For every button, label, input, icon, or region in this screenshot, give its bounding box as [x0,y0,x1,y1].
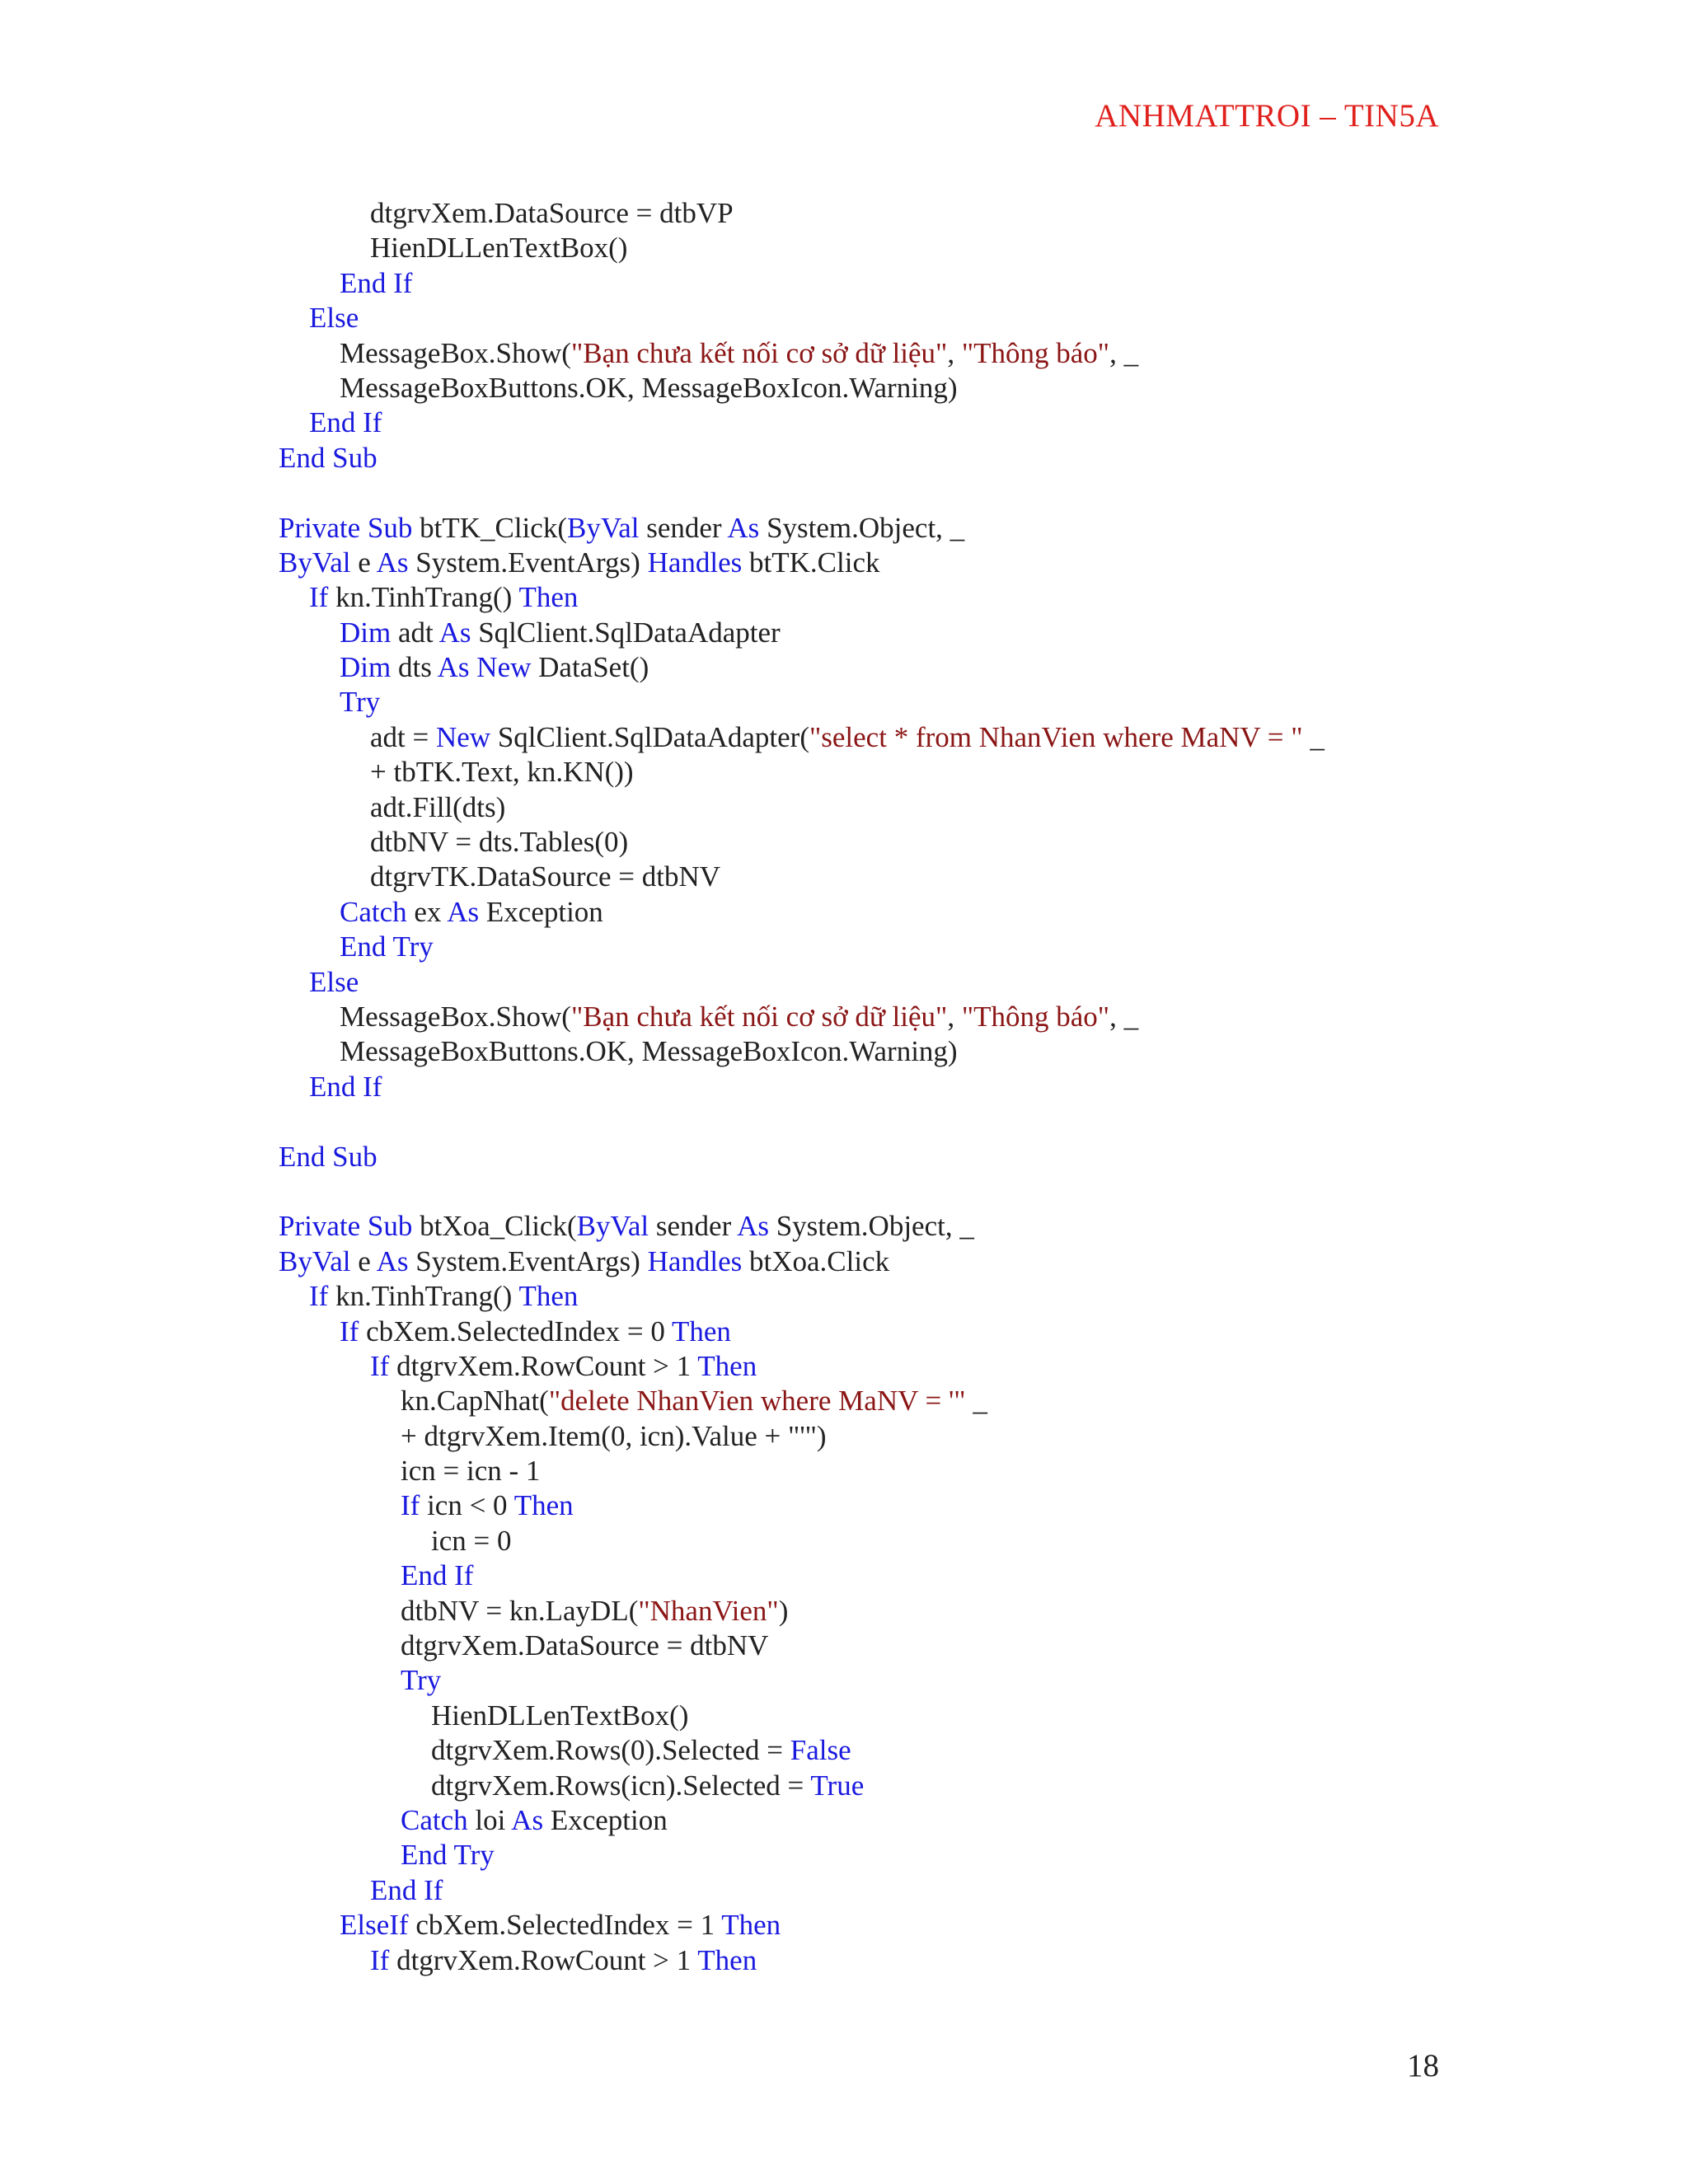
code-text: dtgrvXem.Rows(0).Selected = [431,1734,790,1767]
code-text: ex [406,895,448,928]
code-line [0,231,1688,265]
code-line [0,1244,1688,1279]
code-keyword: Private Sub [279,1210,413,1243]
code-keyword: End Try [401,1839,495,1872]
code-text: System.Object, _ [768,1210,974,1243]
code-line [0,755,1688,790]
code-text: HienDLLenTextBox() [431,1699,689,1732]
code-text: _ [1302,720,1325,753]
code-line [0,1315,1688,1349]
code-line [0,1209,1688,1244]
code-text: icn < 0 [420,1489,514,1522]
code-text: cbXem.SelectedIndex = 0 [359,1315,672,1347]
code-keyword: Try [401,1664,442,1697]
code-line [0,685,1688,719]
code-line [0,1873,1688,1908]
code-text: System.EventArgs) [408,546,648,579]
code-text: btXoa_Click( [412,1210,577,1243]
code-line [0,860,1688,894]
code-text: + dtgrvXem.Item(0, icn).Value + "'") [401,1419,827,1452]
code-text: Exception [479,895,603,928]
code-line [0,650,1688,685]
code-keyword: ByVal [279,1244,351,1277]
code-keyword: False [790,1734,851,1767]
code-text: btTK.Click [742,546,880,579]
code-keyword: Handles [647,546,743,579]
code-keyword: End Sub [279,441,377,474]
code-keyword: Handles [647,1244,743,1277]
code-line [0,1279,1688,1314]
code-text: kn.TinhTrang() [328,1280,519,1313]
code-text: dtgrvXem.DataSource = dtbNV [401,1629,769,1662]
code-line [0,965,1688,1000]
code-line [0,1733,1688,1768]
code-line [0,720,1688,755]
code-line [0,336,1688,371]
code-text: loi [467,1803,512,1836]
code-text: dtgrvTK.DataSource = dtbNV [370,860,721,893]
code-text: adt.Fill(dts) [370,790,506,823]
code-text: SqlClient.SqlDataAdapter [471,616,781,649]
code-line [0,196,1688,231]
code-keyword: Then [671,1315,731,1347]
code-text: MessageBox.Show( [340,1000,571,1033]
code-text: , [947,1000,962,1033]
code-string: "Bạn chưa kết nối cơ sở dữ liệu" [570,336,948,369]
code-line [0,1524,1688,1558]
code-keyword: Private Sub [279,511,413,544]
code-text: dtgrvXem.RowCount > 1 [389,1349,698,1382]
code-line [0,1943,1688,1978]
code-text: System.Object, _ [759,511,965,544]
code-line [0,1140,1688,1174]
code-string: "delete NhanVien where MaNV = '" [548,1385,966,1418]
code-keyword: Then [697,1943,757,1976]
code-text: dts [391,651,438,684]
code-line [0,266,1688,301]
code-text: HienDLLenTextBox() [370,232,628,265]
code-line [0,1000,1688,1034]
code-keyword: If [370,1943,390,1976]
code-text: sender [639,511,728,544]
code-keyword: ElseIf [340,1909,409,1942]
code-text: dtgrvXem.DataSource = dtbVP [370,197,734,229]
code-text: kn.TinhTrang() [328,581,519,614]
code-text: dtbNV = kn.LayDL( [401,1594,639,1627]
code-text: btXoa.Click [742,1244,890,1277]
code-text: MessageBoxButtons.OK, MessageBoxIcon.Warning) [340,371,958,404]
code-keyword: End If [309,406,382,439]
code-keyword: Then [513,1489,574,1522]
code-keyword: End If [401,1559,474,1592]
code-line [0,1488,1688,1523]
code-keyword: If [340,1315,359,1347]
code-line [0,371,1688,405]
code-line [0,1769,1688,1803]
code-text: icn = 0 [431,1524,512,1557]
code-keyword: New [436,720,491,753]
code-text: , _ [1109,336,1139,369]
code-line [0,1558,1688,1593]
code-line [0,1349,1688,1384]
code-keyword: Dim [340,651,392,684]
code-text: adt = [370,720,436,753]
code-keyword: If [309,581,329,614]
code-text: + tbTK.Text, kn.KN()) [370,756,634,789]
code-line [0,930,1688,964]
page-header-title: ANHMATTROI – TIN5A [1095,98,1439,134]
code-line [0,825,1688,860]
code-text: Exception [543,1803,668,1836]
code-keyword: Dim [340,616,392,649]
code-string: "Thông báo" [961,336,1110,369]
code-keyword: End If [309,1070,382,1103]
code-text: cbXem.SelectedIndex = 1 [408,1909,722,1942]
code-keyword: As [727,511,760,544]
code-line [0,546,1688,580]
code-keyword: If [370,1349,390,1382]
code-keyword: As New [437,651,532,684]
code-keyword: Then [697,1349,757,1382]
code-text: dtbNV = dts.Tables(0) [370,826,629,859]
code-string: "NhanVien" [638,1594,779,1627]
code-line [0,1803,1688,1838]
code-keyword: As [376,546,409,579]
code-line [0,476,1688,510]
code-keyword: As [376,1244,409,1277]
code-keyword: Then [721,1909,781,1942]
code-keyword: True [810,1769,865,1802]
code-text: , [947,336,962,369]
code-keyword: ByVal [279,546,351,579]
code-keyword: If [309,1280,329,1313]
code-text: e [350,1244,377,1277]
code-line [0,1384,1688,1418]
code-keyword: As [737,1210,769,1243]
code-text: icn = icn - 1 [401,1455,541,1488]
code-text: e [350,546,377,579]
code-keyword: Else [309,302,359,335]
code-text: dtgrvXem.Rows(icn).Selected = [431,1769,811,1802]
code-keyword: ByVal [566,511,640,544]
code-line [0,895,1688,930]
code-line [0,1629,1688,1663]
code-line [0,1454,1688,1488]
code-text: SqlClient.SqlDataAdapter( [490,720,809,753]
code-keyword: Then [518,581,579,614]
code-text: , _ [1109,1000,1139,1033]
page-number: 18 [1407,2048,1439,2083]
code-line [0,1838,1688,1872]
code-keyword: End Sub [279,1140,377,1173]
code-line [0,1908,1688,1943]
code-line [0,441,1688,476]
code-text: kn.CapNhat( [401,1385,549,1418]
code-text: dtgrvXem.RowCount > 1 [389,1943,698,1976]
code-line [0,511,1688,546]
code-keyword: End Try [340,930,434,963]
code-keyword: As [511,1803,544,1836]
code-keyword: Try [340,686,381,719]
code-keyword: End If [370,1873,443,1906]
code-text: _ [965,1385,987,1418]
code-line [0,790,1688,825]
code-line [0,1070,1688,1104]
code-text: ) [778,1594,789,1627]
code-keyword: If [401,1489,420,1522]
code-line [0,1419,1688,1454]
code-keyword: End If [340,266,413,299]
code-text: MessageBox.Show( [340,336,571,369]
code-text: DataSet() [531,651,649,684]
code-listing [0,196,1688,1978]
code-keyword: Else [309,965,359,998]
code-keyword: As [438,616,471,649]
code-text: sender [649,1210,738,1243]
code-keyword: As [447,895,480,928]
code-keyword: Then [518,1280,579,1313]
code-keyword: Catch [340,895,407,928]
code-text: System.EventArgs) [408,1244,648,1277]
code-string: "Thông báo" [961,1000,1110,1033]
code-line [0,1104,1688,1139]
code-text: btTK_Click( [412,511,567,544]
code-line [0,301,1688,335]
code-line [0,1174,1688,1209]
code-line [0,616,1688,650]
code-text: MessageBoxButtons.OK, MessageBoxIcon.Warning) [340,1035,958,1068]
code-line [0,580,1688,615]
code-text: adt [391,616,439,649]
code-keyword: ByVal [576,1210,649,1243]
code-keyword: Catch [401,1803,468,1836]
code-string: "Bạn chưa kết nối cơ sở dữ liệu" [570,1000,948,1033]
code-line [0,1699,1688,1733]
code-line [0,1034,1688,1069]
code-string: "select * from NhanVien where MaNV = " [809,720,1303,753]
code-line [0,1663,1688,1698]
code-line [0,405,1688,440]
code-line [0,1594,1688,1629]
